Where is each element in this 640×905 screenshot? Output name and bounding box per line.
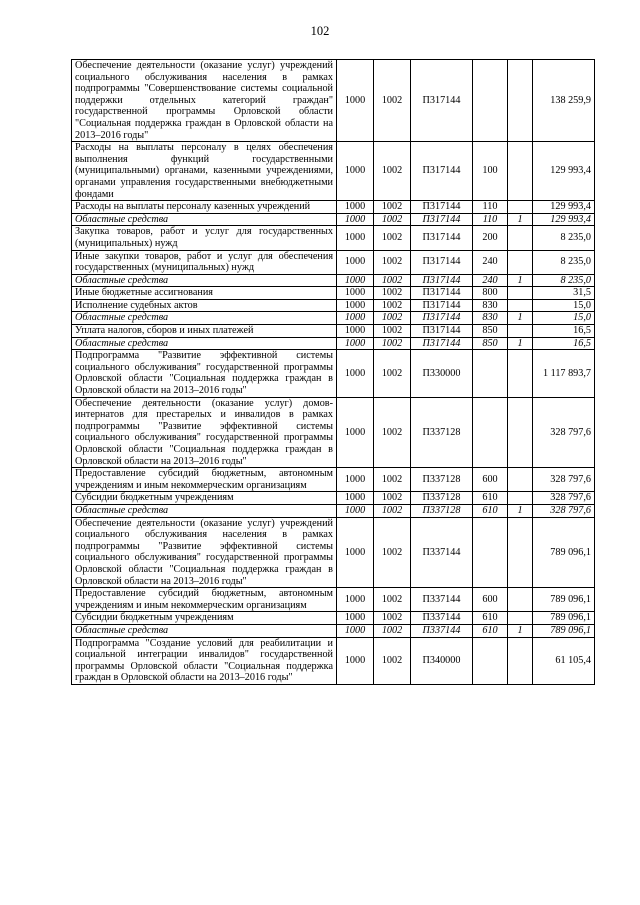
expense-type-code: 850: [473, 337, 508, 350]
table-row: [72, 492, 595, 505]
amount: 8 235,0: [533, 226, 595, 250]
expense-type-code: 240: [473, 274, 508, 287]
budget-table-body: [72, 60, 595, 685]
table-row: [72, 226, 595, 250]
amount: 789 096,1: [533, 612, 595, 625]
amount: 789 096,1: [533, 588, 595, 612]
subsection-code: 1002: [374, 504, 411, 517]
funding-source-code: [508, 612, 533, 625]
section-code: 1000: [337, 142, 374, 201]
expense-type-code: [473, 637, 508, 684]
target-article-code: П317144: [411, 299, 473, 312]
expense-type-code: 800: [473, 287, 508, 300]
section-code: 1000: [337, 624, 374, 637]
funding-source-code: [508, 250, 533, 274]
expense-type-code: [473, 517, 508, 588]
expense-type-code: 850: [473, 325, 508, 338]
row-name: Иные бюджетные ассигнования: [72, 287, 337, 300]
table-row: [72, 637, 595, 684]
target-article-code: П317144: [411, 213, 473, 226]
funding-source-code: [508, 350, 533, 397]
target-article-code: П337144: [411, 624, 473, 637]
funding-source-code: [508, 492, 533, 505]
funding-source-code: 1: [508, 274, 533, 287]
expense-type-code: 110: [473, 213, 508, 226]
subsection-code: 1002: [374, 60, 411, 142]
target-article-code: П317144: [411, 312, 473, 325]
section-code: 1000: [337, 517, 374, 588]
expense-type-code: 830: [473, 299, 508, 312]
amount: 328 797,6: [533, 468, 595, 492]
table-row: [72, 325, 595, 338]
target-article-code: П330000: [411, 350, 473, 397]
section-code: 1000: [337, 612, 374, 625]
expense-type-code: 110: [473, 201, 508, 214]
expense-type-code: 610: [473, 504, 508, 517]
row-name: Областные средства: [72, 504, 337, 517]
amount: 129 993,4: [533, 201, 595, 214]
funding-source-code: [508, 468, 533, 492]
amount: 789 096,1: [533, 624, 595, 637]
target-article-code: П317144: [411, 201, 473, 214]
section-code: 1000: [337, 325, 374, 338]
section-code: 1000: [337, 492, 374, 505]
section-code: 1000: [337, 397, 374, 468]
target-article-code: П337128: [411, 397, 473, 468]
expense-type-code: 830: [473, 312, 508, 325]
subsection-code: 1002: [374, 637, 411, 684]
section-code: 1000: [337, 226, 374, 250]
target-article-code: П317144: [411, 287, 473, 300]
target-article-code: П317144: [411, 226, 473, 250]
table-row: [72, 517, 595, 588]
section-code: 1000: [337, 60, 374, 142]
subsection-code: 1002: [374, 201, 411, 214]
section-code: 1000: [337, 287, 374, 300]
subsection-code: 1002: [374, 226, 411, 250]
section-code: 1000: [337, 274, 374, 287]
subsection-code: 1002: [374, 312, 411, 325]
amount: 789 096,1: [533, 517, 595, 588]
section-code: 1000: [337, 250, 374, 274]
row-name: Областные средства: [72, 337, 337, 350]
funding-source-code: [508, 142, 533, 201]
section-code: 1000: [337, 213, 374, 226]
expense-type-code: 610: [473, 624, 508, 637]
funding-source-code: 1: [508, 504, 533, 517]
funding-source-code: 1: [508, 312, 533, 325]
funding-source-code: 1: [508, 213, 533, 226]
table-row: [72, 312, 595, 325]
funding-source-code: [508, 226, 533, 250]
expense-type-code: [473, 350, 508, 397]
section-code: 1000: [337, 337, 374, 350]
expense-type-code: 600: [473, 468, 508, 492]
amount: 138 259,9: [533, 60, 595, 142]
section-code: 1000: [337, 468, 374, 492]
row-name: Расходы на выплаты персоналу в целях обеспечения выполнения функций государственными (муниципальными) органами, казенными учреждениями, органами управления государственными внебюджетными фондами: [72, 142, 337, 201]
row-name: Обеспечение деятельности (оказание услуг) учреждений социального обслуживания населения в рамках подпрограммы "Совершенствование системы социальной поддержки отдельных категорий граждан" государственной программы Орловской области "Социальная поддержка граждан в Орловской области на 2013–2016 годы": [72, 60, 337, 142]
row-name: Обеспечение деятельности (оказание услуг) домов-интернатов для престарелых и инвалидов в рамках подпрограммы "Развитие эффективной системы социального обслуживания" государственной программы Орловской области "Социальная поддержка граждан в Орловской области на 2013–2016 годы": [72, 397, 337, 468]
row-name: Иные закупки товаров, работ и услуг для обеспечения государственных (муниципальных) нужд: [72, 250, 337, 274]
row-name: Областные средства: [72, 274, 337, 287]
expense-type-code: 100: [473, 142, 508, 201]
subsection-code: 1002: [374, 612, 411, 625]
table-row: [72, 397, 595, 468]
table-row: [72, 337, 595, 350]
table-row: [72, 287, 595, 300]
row-name: Подпрограмма "Создание условий для реабилитации и социальной интеграции инвалидов" государственной программы Орловской области "Социальная поддержка граждан в Орловской области на 2013–2016 годы": [72, 637, 337, 684]
section-code: 1000: [337, 312, 374, 325]
row-name: Областные средства: [72, 624, 337, 637]
subsection-code: 1002: [374, 588, 411, 612]
target-article-code: П317144: [411, 250, 473, 274]
subsection-code: 1002: [374, 274, 411, 287]
section-code: 1000: [337, 588, 374, 612]
expense-type-code: 200: [473, 226, 508, 250]
target-article-code: П317144: [411, 325, 473, 338]
expense-type-code: [473, 397, 508, 468]
row-name: Областные средства: [72, 312, 337, 325]
row-name: Субсидии бюджетным учреждениям: [72, 612, 337, 625]
table-row: [72, 60, 595, 142]
amount: 129 993,4: [533, 213, 595, 226]
amount: 129 993,4: [533, 142, 595, 201]
row-name: Предоставление субсидий бюджетным, автономным учреждениям и иным некоммерческим организациям: [72, 588, 337, 612]
table-row: [72, 588, 595, 612]
table-row: [72, 250, 595, 274]
budget-table: [71, 59, 595, 685]
table-row: [72, 504, 595, 517]
row-name: Подпрограмма "Развитие эффективной системы социального обслуживания" государственной программы Орловской области "Социальная поддержка граждан в Орловской области на 2013–2016 годы": [72, 350, 337, 397]
subsection-code: 1002: [374, 337, 411, 350]
amount: 328 797,6: [533, 397, 595, 468]
amount: 31,5: [533, 287, 595, 300]
funding-source-code: [508, 637, 533, 684]
table-row: [72, 468, 595, 492]
funding-source-code: [508, 397, 533, 468]
row-name: Исполнение судебных актов: [72, 299, 337, 312]
target-article-code: П317144: [411, 60, 473, 142]
amount: 328 797,6: [533, 492, 595, 505]
subsection-code: 1002: [374, 299, 411, 312]
table-row: [72, 201, 595, 214]
section-code: 1000: [337, 201, 374, 214]
subsection-code: 1002: [374, 213, 411, 226]
target-article-code: П337144: [411, 612, 473, 625]
amount: 8 235,0: [533, 274, 595, 287]
target-article-code: П337128: [411, 504, 473, 517]
funding-source-code: [508, 201, 533, 214]
subsection-code: 1002: [374, 492, 411, 505]
amount: 61 105,4: [533, 637, 595, 684]
row-name: Уплата налогов, сборов и иных платежей: [72, 325, 337, 338]
funding-source-code: [508, 287, 533, 300]
row-name: Субсидии бюджетным учреждениям: [72, 492, 337, 505]
expense-type-code: 240: [473, 250, 508, 274]
target-article-code: П337144: [411, 517, 473, 588]
table-row: [72, 612, 595, 625]
amount: 16,5: [533, 325, 595, 338]
table-row: [72, 350, 595, 397]
target-article-code: П340000: [411, 637, 473, 684]
row-name: Закупка товаров, работ и услуг для государственных (муниципальных) нужд: [72, 226, 337, 250]
expense-type-code: 600: [473, 588, 508, 612]
funding-source-code: [508, 60, 533, 142]
target-article-code: П317144: [411, 274, 473, 287]
target-article-code: П317144: [411, 142, 473, 201]
funding-source-code: [508, 517, 533, 588]
table-row: [72, 142, 595, 201]
target-article-code: П317144: [411, 337, 473, 350]
subsection-code: 1002: [374, 325, 411, 338]
amount: 15,0: [533, 312, 595, 325]
subsection-code: 1002: [374, 624, 411, 637]
amount: 1 117 893,7: [533, 350, 595, 397]
funding-source-code: [508, 299, 533, 312]
amount: 328 797,6: [533, 504, 595, 517]
funding-source-code: 1: [508, 624, 533, 637]
section-code: 1000: [337, 299, 374, 312]
table-row: [72, 213, 595, 226]
subsection-code: 1002: [374, 287, 411, 300]
funding-source-code: [508, 588, 533, 612]
row-name: Расходы на выплаты персоналу казенных учреждений: [72, 201, 337, 214]
target-article-code: П337128: [411, 468, 473, 492]
section-code: 1000: [337, 350, 374, 397]
section-code: 1000: [337, 504, 374, 517]
funding-source-code: 1: [508, 337, 533, 350]
subsection-code: 1002: [374, 350, 411, 397]
table-row: [72, 624, 595, 637]
subsection-code: 1002: [374, 250, 411, 274]
subsection-code: 1002: [374, 517, 411, 588]
row-name: Областные средства: [72, 213, 337, 226]
expense-type-code: 610: [473, 612, 508, 625]
subsection-code: 1002: [374, 142, 411, 201]
target-article-code: П337128: [411, 492, 473, 505]
funding-source-code: [508, 325, 533, 338]
subsection-code: 1002: [374, 397, 411, 468]
row-name: Предоставление субсидий бюджетным, автономным учреждениям и иным некоммерческим организациям: [72, 468, 337, 492]
subsection-code: 1002: [374, 468, 411, 492]
expense-type-code: 610: [473, 492, 508, 505]
section-code: 1000: [337, 637, 374, 684]
table-row: [72, 299, 595, 312]
table-row: [72, 274, 595, 287]
amount: 8 235,0: [533, 250, 595, 274]
amount: 15,0: [533, 299, 595, 312]
amount: 16,5: [533, 337, 595, 350]
target-article-code: П337144: [411, 588, 473, 612]
row-name: Обеспечение деятельности (оказание услуг) учреждений социального обслуживания населения в рамках подпрограммы "Развитие эффективной системы социального обслуживания" государственной программы Орловской области "Социальная поддержка граждан в Орловской области на 2013–2016 годы": [72, 517, 337, 588]
expense-type-code: [473, 60, 508, 142]
page-number: 102: [310, 24, 330, 38]
